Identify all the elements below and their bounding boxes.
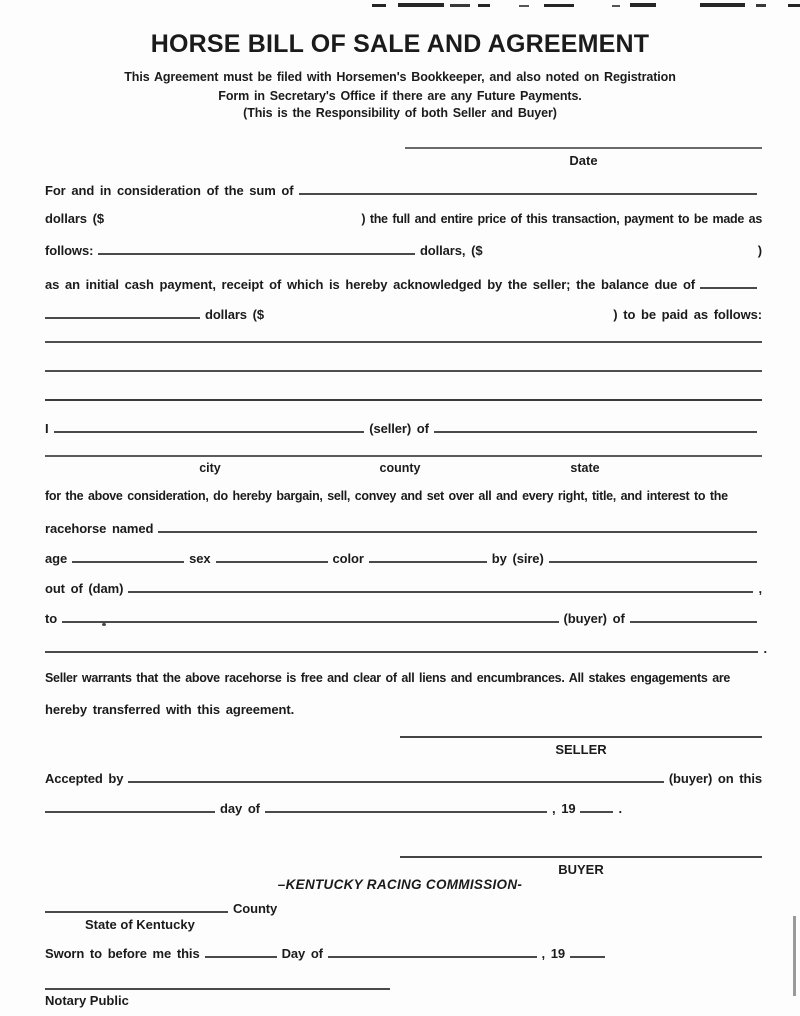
dollars-amount-gap[interactable] — [104, 222, 361, 223]
scan-artifact — [756, 4, 766, 7]
county-name-line[interactable] — [45, 899, 228, 913]
sex-label: sex — [189, 551, 211, 566]
scan-artifact — [450, 4, 470, 7]
buyer-signature-line[interactable] — [400, 856, 762, 858]
notary-signature-line[interactable] — [45, 988, 390, 990]
grant-text: for the above consideration, do hereby bargain, sell, convey and set over all and every right, title, and interest to the — [45, 489, 728, 503]
subtitle-line-1: This Agreement must be filed with Horsemen's Bookkeeper, and also noted on Registration — [124, 70, 676, 84]
seller-of-label: (seller) of — [369, 421, 429, 436]
dollars-mid-label: dollars, ($ — [419, 243, 483, 258]
notary-public-label: Notary Public — [45, 993, 129, 1008]
scan-artifact — [544, 4, 574, 7]
racehorse-name-line[interactable] — [158, 519, 757, 533]
color-label: color — [332, 551, 364, 566]
subtitle-line-2: Form in Secretary's Office if there are any Future Payments. — [218, 89, 582, 103]
warranty-line-2: hereby transferred with this agreement. — [45, 702, 295, 717]
city-label: city — [199, 461, 221, 475]
day-number-line[interactable] — [45, 799, 215, 813]
dam-line[interactable] — [128, 579, 753, 593]
scan-artifact — [793, 916, 796, 996]
to-label: to — [45, 611, 58, 626]
dollars-open2-label: dollars ($ — [205, 307, 264, 322]
seller-signature-line[interactable] — [400, 736, 762, 738]
sworn-year-line[interactable] — [570, 944, 605, 958]
scan-artifact — [788, 4, 800, 7]
sworn-prefix-label: Sworn to before me this — [45, 946, 200, 961]
paid-suffix-label: ) to be paid as follows: — [613, 307, 762, 322]
buyer-address-line-2[interactable] — [45, 639, 758, 653]
date-label: Date — [569, 153, 598, 168]
seller-name-line[interactable] — [54, 419, 365, 433]
city-county-state-line[interactable] — [45, 455, 762, 457]
scan-artifact — [612, 5, 620, 7]
price-suffix-label: ) the full and entire price of this transaction, payment to be made as — [361, 212, 762, 226]
balance-amount-gap[interactable] — [264, 318, 613, 319]
sworn-day-line[interactable] — [205, 944, 277, 958]
i-label: I — [45, 421, 49, 436]
payment-terms-line-3[interactable] — [45, 399, 762, 401]
sex-line[interactable] — [216, 549, 328, 563]
sire-line[interactable] — [549, 549, 757, 563]
color-line[interactable] — [369, 549, 487, 563]
county-label: county — [379, 461, 421, 475]
buyer-name-line[interactable] — [62, 609, 558, 623]
subtitle-line-3: (This is the Responsibility of both Seller and Buyer) — [243, 106, 557, 120]
balance-due-line[interactable] — [700, 275, 757, 289]
state-label: state — [570, 461, 600, 475]
sworn-day-of-label: Day of — [281, 946, 323, 961]
age-label: age — [45, 551, 68, 566]
dam-comma: , — [758, 581, 762, 596]
month-line[interactable] — [265, 799, 547, 813]
sire-label: by (sire) — [491, 551, 544, 566]
scan-artifact — [519, 5, 529, 7]
dollars-open-label: dollars ($ — [45, 211, 104, 226]
sworn-month-line[interactable] — [328, 944, 537, 958]
scan-artifact — [372, 4, 386, 7]
initial-cash-label: as an initial cash payment, receipt of which is hereby acknowledged by the seller; the balance due of — [45, 277, 696, 292]
payment-terms-line-1[interactable] — [45, 341, 762, 343]
racehorse-named-label: racehorse named — [45, 521, 154, 536]
year-line[interactable] — [580, 799, 613, 813]
age-line[interactable] — [72, 549, 184, 563]
buyer-of-label: (buyer) of — [563, 611, 625, 626]
date-fill-line[interactable] — [405, 147, 762, 149]
follows-label: follows: — [45, 243, 94, 258]
scan-artifact — [478, 4, 490, 7]
follows-fill-line[interactable] — [98, 241, 415, 255]
paren-close-label: ) — [757, 243, 762, 258]
balance-words-line[interactable] — [45, 305, 200, 319]
scan-artifact — [102, 623, 106, 626]
page-title: HORSE BILL OF SALE AND AGREEMENT — [150, 30, 650, 58]
buyer-label: BUYER — [558, 862, 604, 877]
state-of-kentucky-label: State of Kentucky — [85, 917, 195, 932]
dam-label: out of (dam) — [45, 581, 124, 596]
buyer-address-line[interactable] — [630, 609, 757, 623]
notary-county-label: County — [233, 901, 278, 916]
seller-label: SELLER — [555, 742, 607, 757]
sum-prefix-label: For and in consideration of the sum of — [45, 183, 294, 198]
follows-amount-gap[interactable] — [482, 254, 757, 255]
sworn-year-prefix: , 19 — [541, 946, 565, 961]
accepted-by-label: Accepted by — [45, 771, 124, 786]
execution-period: . — [618, 801, 622, 816]
scan-artifact — [700, 3, 745, 7]
commission-heading: –KENTUCKY RACING COMMISSION- — [277, 877, 523, 892]
payment-terms-line-2[interactable] — [45, 370, 762, 372]
end-period: . — [763, 641, 767, 656]
scan-artifact — [398, 3, 444, 7]
seller-address-line[interactable] — [434, 419, 757, 433]
accepted-by-line[interactable] — [128, 769, 663, 783]
buyer-on-this-label: (buyer) on this — [668, 771, 762, 786]
scan-artifact — [630, 3, 656, 7]
year-prefix-label: , 19 — [552, 801, 576, 816]
warranty-line-1: Seller warrants that the above racehorse is free and clear of all liens and encumbrances. All stakes engagements are — [45, 671, 731, 685]
sum-amount-words-line[interactable] — [299, 181, 758, 195]
day-of-label: day of — [220, 801, 260, 816]
